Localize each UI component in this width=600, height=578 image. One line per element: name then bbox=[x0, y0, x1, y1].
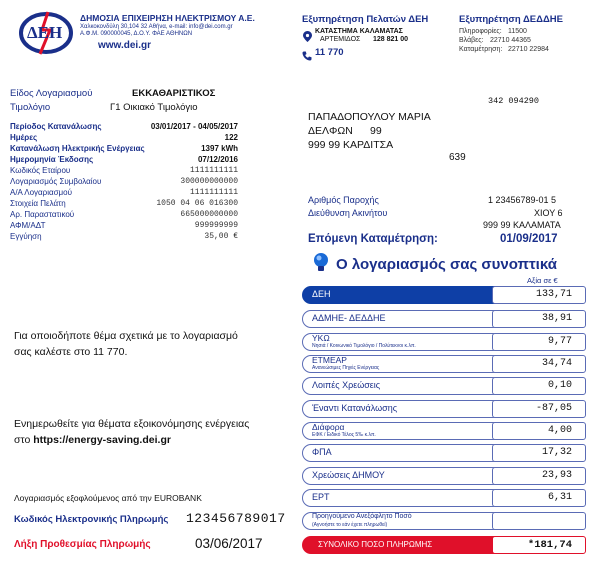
tariff-value: Γ1 Οικιακό Τιμολόγιο bbox=[110, 102, 198, 113]
info-label: Ημέρες bbox=[10, 133, 38, 142]
info-value: 1397 kWh bbox=[201, 144, 238, 153]
summary-total-value: *181,74 bbox=[527, 539, 572, 551]
summary-sublabel: ΕΦΚ / Ειδικό Τέλος 5‰ κ.λπ. bbox=[312, 432, 376, 438]
deddie-reading-value: 22710 22984 bbox=[508, 46, 549, 53]
lightbulb-icon bbox=[312, 252, 330, 279]
summary-sublabel: Νησιά / Κοινωνικό Τιμολόγιο / Πολύτεκνοι κ.λπ. bbox=[312, 343, 416, 349]
deddie-faults-value: 22710 44365 bbox=[490, 37, 531, 44]
supply-number-value: 1 23456789-01 5 bbox=[488, 195, 557, 205]
summary-label: Προηγούμενο Ανεξόφλητο Ποσό bbox=[312, 513, 412, 520]
info-row-issue-date bbox=[10, 155, 238, 165]
summary-label: ΥΚΩ bbox=[312, 333, 330, 343]
summary-row-misc bbox=[302, 422, 586, 440]
summary-title: Ο λογαριασμός σας συνοπτικά bbox=[336, 256, 557, 273]
info-label: ΑΦΜ/ΑΔΤ bbox=[10, 221, 46, 230]
info-row-deposit bbox=[10, 232, 238, 242]
summary-row-etmear bbox=[302, 355, 586, 373]
summary-label: ΑΔΜΗΕ- ΔΕΔΔΗΕ bbox=[312, 313, 386, 323]
customer-postal: 999 99 ΚΑΡΔΙΤΣΑ bbox=[308, 139, 394, 151]
summary-value: 9,77 bbox=[547, 336, 572, 347]
info-row-account-no bbox=[10, 188, 238, 198]
company-address: Χαλκοκονδύλη 30,104 32 Αθήνα, e-mail: info@dei.com.gr bbox=[80, 24, 233, 30]
summary-row-municipality bbox=[302, 467, 586, 485]
account-type-value: ΕΚΚΑΘΑΡΙΣΤΙΚΟΣ bbox=[132, 88, 216, 99]
supply-number-label: Αριθμός Παροχής bbox=[308, 195, 379, 205]
deddie-faults-label: Βλάβες: bbox=[459, 37, 484, 44]
company-afm: Α.Φ.Μ. 090000045, Δ.Ο.Υ. ΦΑΕ ΑΘΗΝΩΝ bbox=[80, 31, 193, 37]
summary-value: 23,93 bbox=[541, 470, 572, 481]
summary-row-dei bbox=[302, 286, 586, 304]
energy-notice-line2 bbox=[14, 434, 171, 446]
summary-row-ert bbox=[302, 489, 586, 507]
summary-row-bar bbox=[302, 489, 502, 507]
info-row-contract bbox=[10, 177, 238, 187]
contact-notice-line1: Για οποιοδήποτε θέμα σχετικά με το λογαριασμό bbox=[14, 330, 238, 342]
deddie-reading-label: Καταμέτρηση: bbox=[459, 46, 503, 53]
summary-value: 38,91 bbox=[541, 313, 572, 324]
service-phone: 11 770 bbox=[315, 47, 344, 58]
deddie-info-value: 11500 bbox=[508, 28, 527, 35]
summary-row-previous bbox=[302, 512, 586, 530]
customer-street: ΔΕΛΦΩΝ bbox=[308, 125, 353, 137]
location-icon bbox=[303, 29, 312, 47]
store-phone: 128 821 00 bbox=[373, 36, 409, 43]
supply-address-label: Διεύθυνση Ακινήτου bbox=[308, 208, 388, 218]
due-date-label: Λήξη Προθεσμίας Πληρωμής bbox=[14, 539, 151, 550]
company-name: ΔΗΜΟΣΙΑ ΕΠΙΧΕΙΡΗΣΗ ΗΛΕΚΤΡΙΣΜΟΥ Α.Ε. bbox=[80, 13, 255, 23]
summary-row-bar bbox=[302, 444, 502, 462]
website-link[interactable]: www.dei.gr bbox=[98, 40, 151, 51]
summary-value: 34,74 bbox=[541, 358, 572, 369]
tariff-label: Τιμολόγιο bbox=[10, 102, 51, 113]
deddie-info-label: Πληροφορίες: bbox=[459, 28, 502, 35]
info-value: 1111111111 bbox=[189, 188, 238, 197]
next-reading-value: 01/09/2017 bbox=[500, 233, 558, 245]
summary-row-advance bbox=[302, 400, 586, 418]
info-label: Ημερομηνία Έκδοσης bbox=[10, 155, 94, 164]
summary-sublabel: (Αγνοήστε το εάν έχετε πληρωθεί) bbox=[312, 522, 388, 528]
info-label: Κωδικός Εταίρου bbox=[10, 166, 71, 175]
logo-text: ΔΕΗ bbox=[27, 23, 63, 42]
due-date-value: 03/06/2017 bbox=[195, 536, 263, 551]
info-value: 1111111111 bbox=[189, 166, 238, 175]
summary-value: 0,10 bbox=[547, 380, 572, 391]
next-reading-label: Επόμενη Καταμέτρηση: bbox=[308, 233, 438, 245]
summary-row-admie bbox=[302, 310, 586, 328]
customer-ref: 639 bbox=[449, 152, 466, 163]
info-value: 122 bbox=[224, 133, 238, 142]
info-label: Στοιχεία Πελάτη bbox=[10, 199, 66, 208]
info-label: Λογαριασμός Συμβολαίου bbox=[10, 177, 102, 186]
payment-code-value: 123456789017 bbox=[186, 511, 286, 526]
summary-label: ΔΕΗ bbox=[312, 289, 331, 299]
info-value: 300000000000 bbox=[180, 177, 238, 186]
summary-label: ΕΤΜΕΑΡ bbox=[312, 355, 347, 365]
supply-address-street: ΧΙΟΥ 6 bbox=[534, 208, 563, 218]
energy-notice-prefix: στο bbox=[14, 434, 34, 446]
info-label: Κατανάλωση Ηλεκτρικής Ενέργειας bbox=[10, 144, 145, 153]
store-city: ΑΡΤΕΜΙΔΟΣ bbox=[320, 36, 361, 43]
summary-label: ΕΡΤ bbox=[312, 492, 330, 502]
info-label: Περίοδος Κατανάλωσης bbox=[10, 122, 102, 131]
customer-service-title: Εξυπηρέτηση Πελατών ΔΕΗ bbox=[302, 14, 429, 25]
summary-value-box bbox=[492, 512, 586, 530]
customer-name: ΠΑΠΑΔΟΠΟΥΛΟΥ ΜΑΡΙΑ bbox=[308, 111, 431, 123]
summary-row-yko bbox=[302, 333, 586, 351]
info-row-days bbox=[10, 133, 238, 143]
summary-value: 17,32 bbox=[541, 447, 572, 458]
summary-value: 4,00 bbox=[547, 425, 572, 436]
contact-notice-line2: σας καλέστε στο 11 770. bbox=[14, 346, 128, 358]
info-label: Αρ. Παραστατικού bbox=[10, 210, 75, 219]
payment-code-label: Κωδικός Ηλεκτρονικής Πληρωμής bbox=[14, 514, 169, 525]
supply-address-city: 999 99 ΚΑΛΑΜΑΤΑ bbox=[483, 220, 561, 230]
summary-label: ΦΠΑ bbox=[312, 447, 332, 457]
dei-logo bbox=[18, 10, 74, 56]
info-label: Α/Α Λογαριασμού bbox=[10, 188, 72, 197]
info-value: 665000000000 bbox=[180, 210, 238, 219]
summary-value: 6,31 bbox=[547, 492, 572, 503]
phone-icon bbox=[302, 48, 312, 66]
info-row-customer-data bbox=[10, 199, 238, 209]
info-row-document-no bbox=[10, 210, 238, 220]
summary-value-header: Αξία σε € bbox=[527, 276, 558, 285]
info-row-tax-id bbox=[10, 221, 238, 231]
customer-code: 342 094290 bbox=[488, 96, 540, 106]
deddie-title: Εξυπηρέτηση ΔΕΔΔΗΕ bbox=[459, 14, 563, 25]
energy-notice-line1: Ενημερωθείτε για θέματα εξοικονόμησης ενέργειας bbox=[14, 418, 250, 430]
info-value: 03/01/2017 - 04/05/2017 bbox=[150, 122, 238, 131]
info-value: 07/12/2016 bbox=[197, 155, 238, 164]
store-name: ΚΑΤΑΣΤΗΜΑ ΚΑΛΑΜΑΤΑΣ bbox=[315, 28, 403, 35]
info-value: 1050 04 06 016300 bbox=[156, 199, 238, 208]
summary-label: Χρεώσεις ΔΗΜΟΥ bbox=[312, 470, 385, 480]
summary-row-other bbox=[302, 377, 586, 395]
info-row-consumption bbox=[10, 144, 238, 154]
account-type-label: Είδος Λογαριασμού bbox=[10, 88, 93, 99]
summary-label: Λοιπές Χρεώσεις bbox=[312, 380, 381, 390]
info-row-period bbox=[10, 122, 238, 132]
customer-street-number: 99 bbox=[370, 125, 382, 137]
summary-sublabel: Ανανεώσιμες Πηγές Ενέργειας bbox=[312, 365, 380, 371]
summary-total-label: ΣΥΝΟΛΙΚΟ ΠΟΣΟ ΠΛΗΡΩΜΗΣ bbox=[318, 540, 433, 549]
paid-by-bank-note: Λογαριασμός εξοφλούμενος από την EUROBANK bbox=[14, 493, 202, 503]
summary-label: Έναντι Κατανάλωσης bbox=[312, 403, 398, 413]
summary-row-total bbox=[302, 536, 586, 554]
summary-value: 133,71 bbox=[535, 289, 572, 300]
info-row-partner-code bbox=[10, 166, 238, 176]
summary-row-vat bbox=[302, 444, 586, 462]
info-value: 999999999 bbox=[194, 221, 238, 230]
summary-value: -87,05 bbox=[535, 403, 572, 414]
summary-label: Διάφορα bbox=[312, 422, 345, 432]
info-label: Εγγύηση bbox=[10, 232, 42, 241]
energy-saving-link[interactable]: https://energy-saving.dei.gr bbox=[33, 434, 171, 446]
info-value: 35,00 € bbox=[204, 232, 238, 241]
